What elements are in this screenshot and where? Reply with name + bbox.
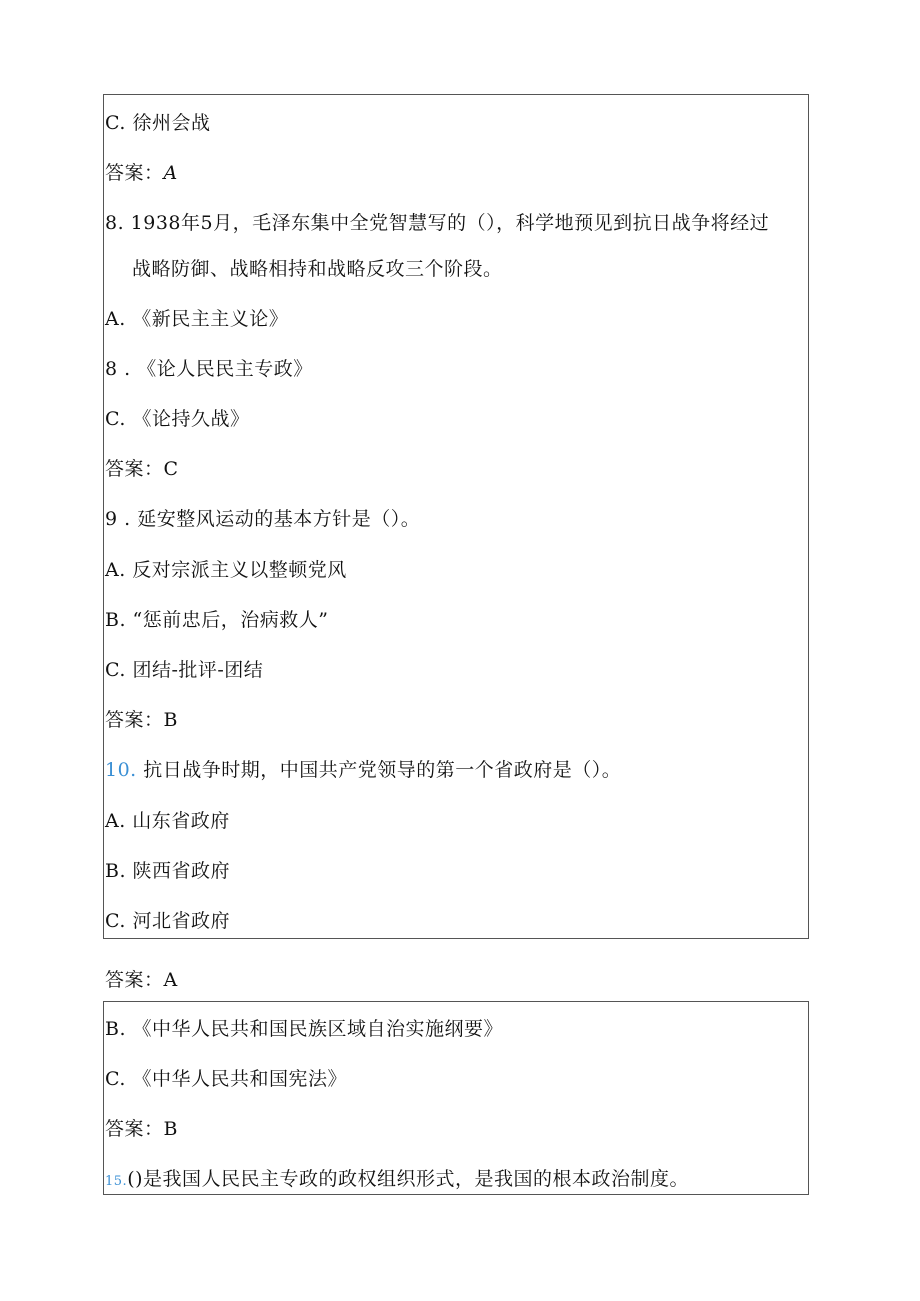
- answer-label: 答案：: [105, 162, 164, 184]
- q10-option-a: A. 山东省政府: [105, 810, 230, 832]
- q10-number: 10.: [105, 759, 137, 781]
- q15-stem-text: ()是我国人民民主专政的政权组织形式，是我国的根本政治制度。: [127, 1168, 690, 1190]
- q8-stem-line1: 8. 1938年5月，毛泽东集中全党智慧写的（），科学地预见到抗日战争将经过: [105, 212, 770, 234]
- q7-answer: [105, 160, 178, 186]
- q9-option-a: A. 反对宗派主义以整顿党风: [105, 559, 347, 581]
- q8-stem-line2: 战略防御、战略相持和战略反攻三个阶段。: [132, 258, 503, 280]
- q8-answer: 答案：C: [105, 458, 179, 480]
- q15-stem: [105, 1166, 689, 1195]
- q9-answer: 答案：B: [105, 709, 178, 731]
- q9-option-b: B. “惩前忠后，治病救人”: [105, 609, 329, 631]
- q14-option-c: C. 《中华人民共和国宪法》: [105, 1068, 347, 1090]
- q9-option-c: C. 团结-批评-团结: [105, 659, 264, 681]
- q10-stem: [105, 757, 621, 783]
- q10-option-c: C. 河北省政府: [105, 910, 230, 932]
- q8-option-a: A. 《新民主主义论》: [105, 308, 289, 330]
- answer-value: A: [163, 162, 178, 184]
- q10-option-b: B. 陕西省政府: [105, 860, 231, 882]
- q8-option-c: C. 《论持久战》: [105, 408, 250, 430]
- q7-option-c: C. 徐州会战: [105, 112, 211, 134]
- q14-option-b: B. 《中华人民共和国民族区域自治实施纲要》: [105, 1018, 504, 1040]
- q10-answer: 答案：A: [105, 969, 178, 991]
- q15-number: 15.: [105, 1174, 128, 1189]
- q9-stem: 9 . 延安整风运动的基本方针是（）。: [105, 508, 421, 530]
- q10-stem-text: 抗日战争时期，中国共产党领导的第一个省政府是（）。: [136, 759, 622, 781]
- q14-answer: 答案：B: [105, 1118, 178, 1140]
- q8-option-b: 8 . 《论人民民主专政》: [105, 358, 313, 380]
